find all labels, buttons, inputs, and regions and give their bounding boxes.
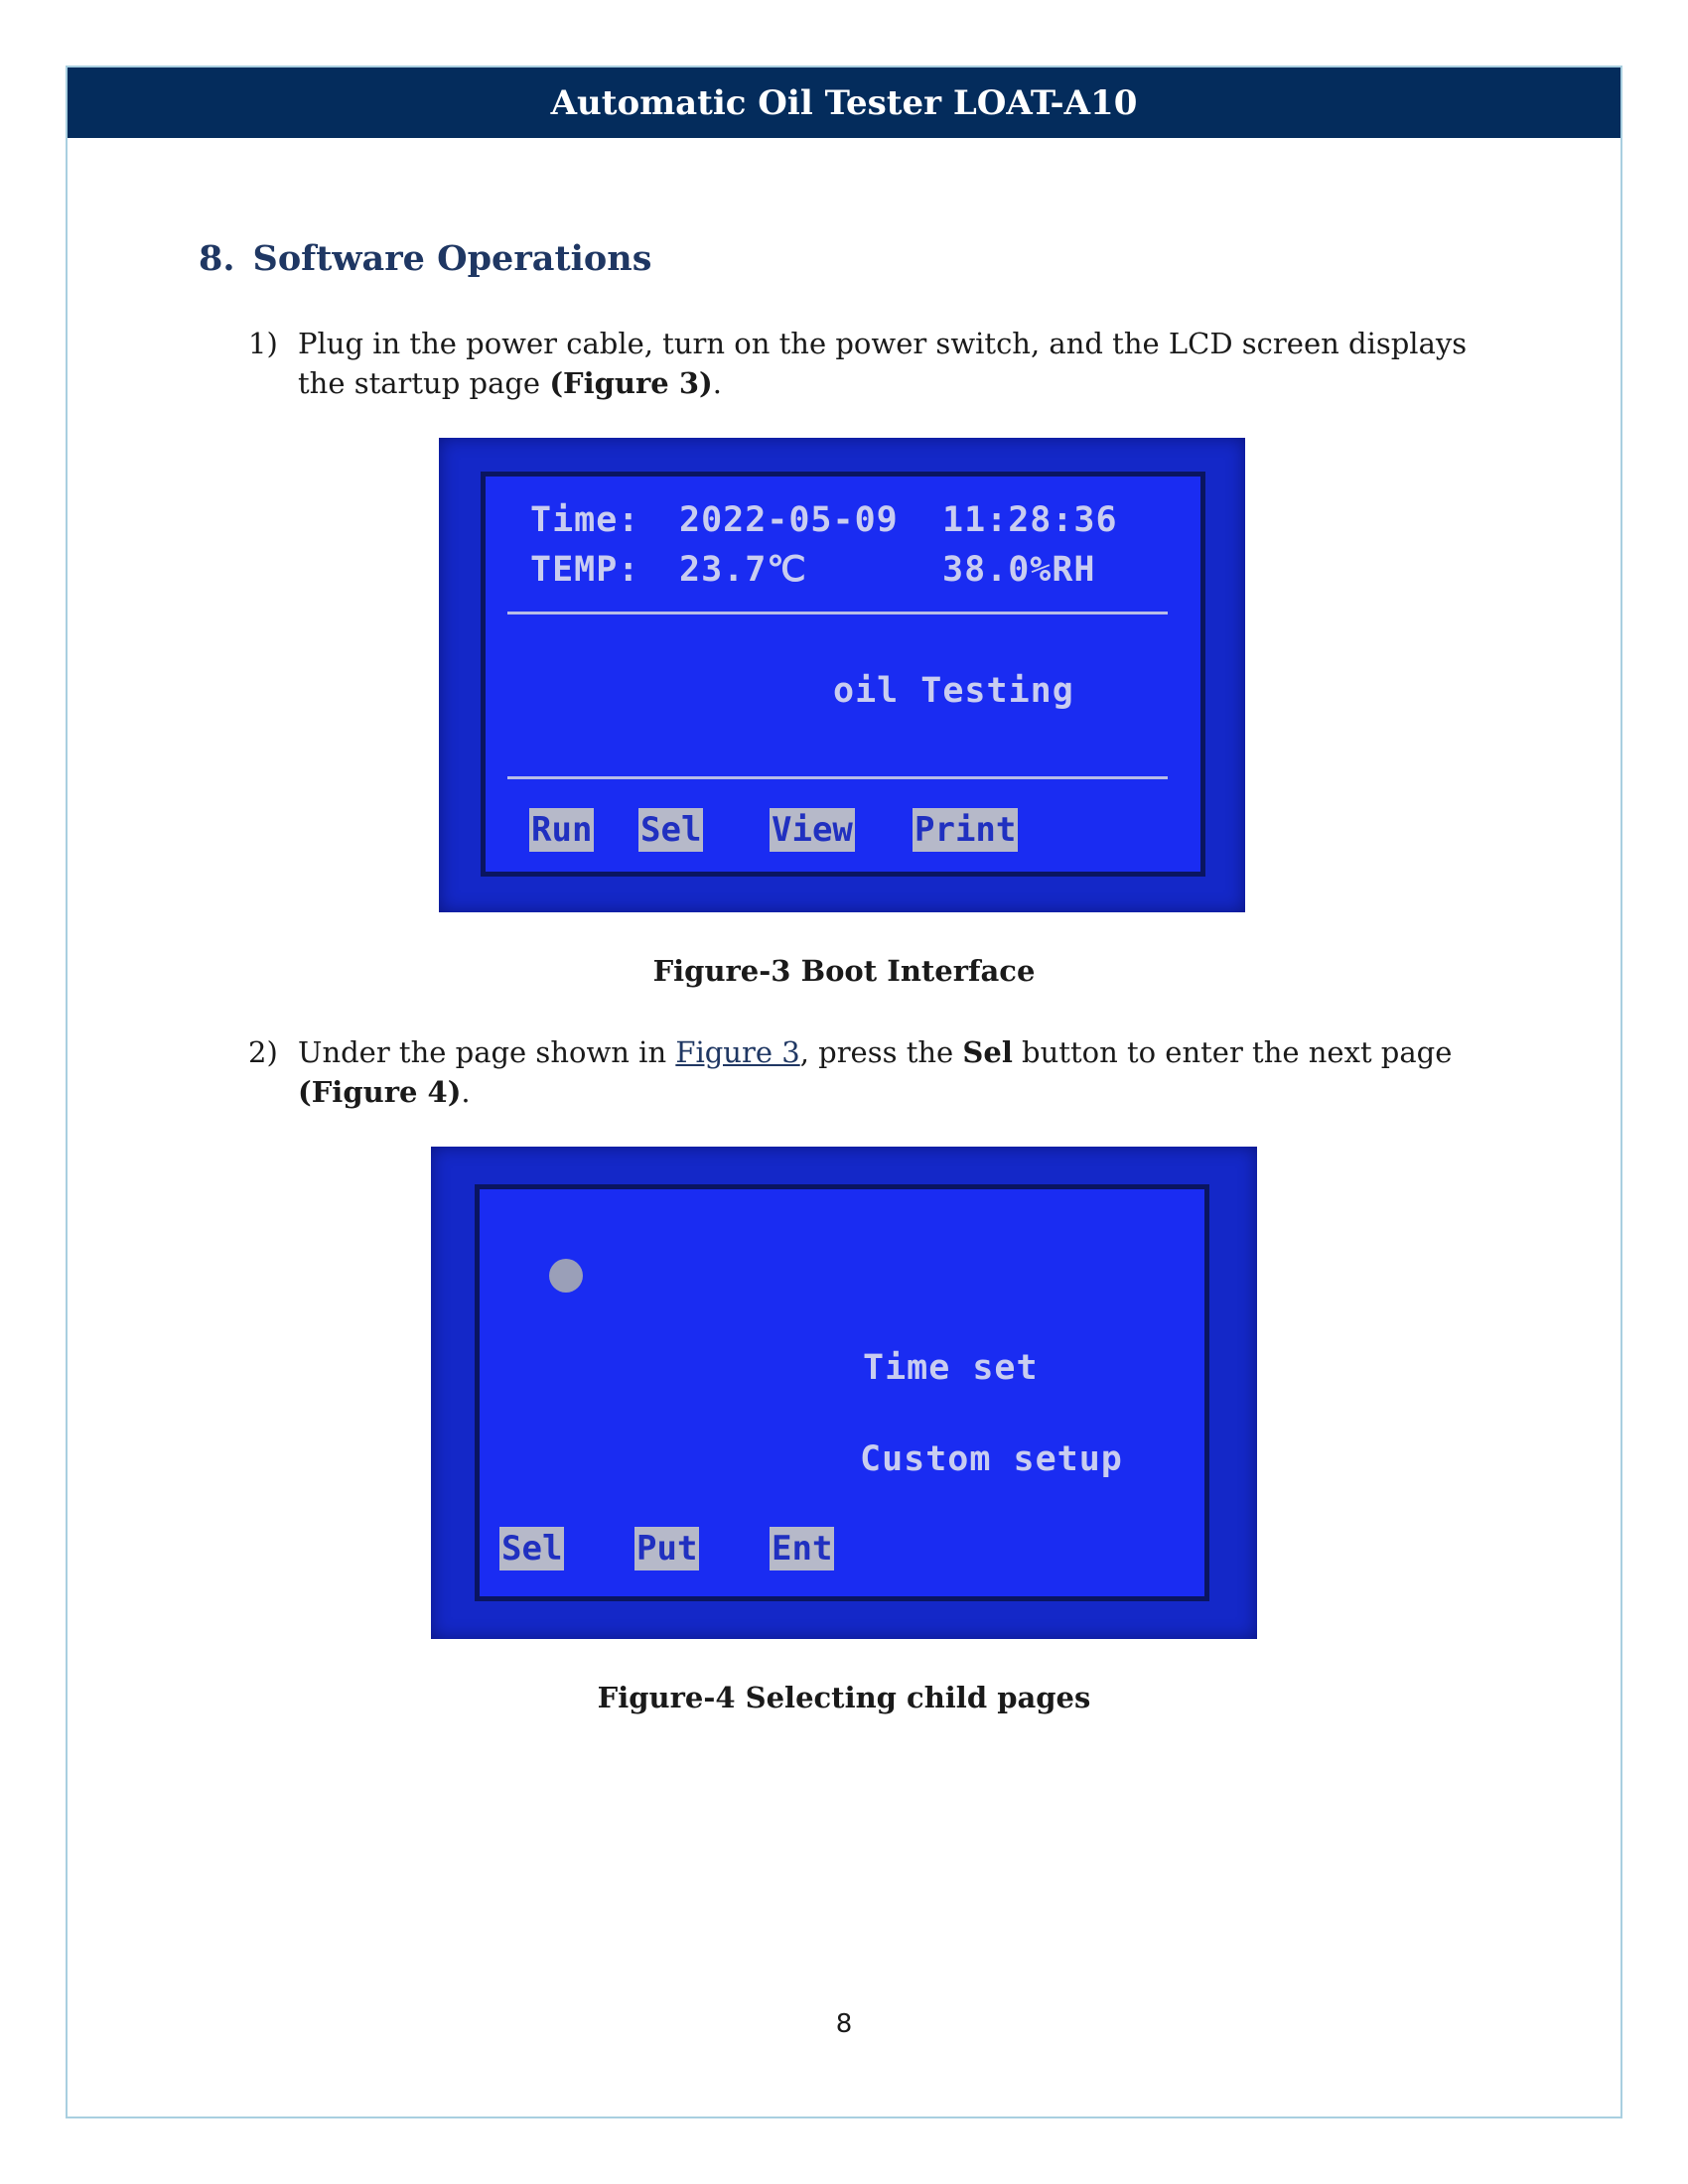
- sel-button: Sel: [501, 1529, 563, 1569]
- figure-4-photo: [431, 1147, 1257, 1639]
- temp-value: 23.7℃: [679, 550, 807, 590]
- step-number: 2): [248, 1035, 278, 1069]
- date-value: 2022-05-09: [679, 500, 899, 540]
- step-number: 1): [248, 327, 278, 360]
- step-text-part: .: [712, 366, 722, 400]
- step-text-part: .: [461, 1075, 471, 1109]
- step-text-part: Plug in the power cable, turn on the power switch, and the LCD screen displays the startup page: [298, 327, 1468, 400]
- section-title: Software Operations: [252, 238, 652, 279]
- divider: [507, 612, 1168, 614]
- figure-reference: (Figure 4): [298, 1075, 462, 1109]
- print-button: Print: [914, 810, 1017, 850]
- view-button: View: [772, 810, 853, 850]
- ent-button: Ent: [772, 1529, 833, 1569]
- step-text-part: , press the: [799, 1035, 963, 1069]
- lcd-screen: [475, 1184, 1209, 1601]
- document-header: [68, 68, 1620, 138]
- header-title: Automatic Oil Tester LOAT-A10: [550, 82, 1138, 123]
- status-text: oil Testing: [833, 671, 1074, 711]
- lcd-screen: [481, 472, 1205, 877]
- menu-item-time-set: Time set: [863, 1348, 1039, 1388]
- time-value: 11:28:36: [942, 500, 1118, 540]
- figure-3-link[interactable]: Figure 3: [675, 1035, 800, 1069]
- put-button: Put: [636, 1529, 698, 1569]
- section-heading: [199, 238, 651, 279]
- section-number: 8.: [199, 238, 235, 279]
- figure-4-caption: Figure-4 Selecting child pages: [597, 1681, 1091, 1714]
- step-text: [298, 1032, 1499, 1112]
- run-button: Run: [531, 810, 593, 850]
- step-2: [248, 1032, 1499, 1112]
- figure-3-caption: Figure-3 Boot Interface: [652, 954, 1036, 988]
- page-number: 8: [835, 2009, 853, 2039]
- temp-label: TEMP:: [530, 550, 640, 590]
- step-1: [248, 324, 1499, 403]
- step-text: [298, 324, 1499, 403]
- time-label: Time:: [530, 500, 640, 540]
- sel-keyword: Sel: [962, 1035, 1013, 1069]
- cursor-dot-icon: [549, 1259, 583, 1293]
- divider: [507, 776, 1168, 779]
- step-text-part: Under the page shown in: [298, 1035, 676, 1069]
- figure-reference: (Figure 3): [549, 366, 713, 400]
- menu-item-custom-setup: Custom setup: [860, 1439, 1123, 1479]
- sel-button: Sel: [640, 810, 702, 850]
- figure-3-photo: [439, 438, 1245, 912]
- humidity-value: 38.0%RH: [942, 550, 1096, 590]
- step-text-part: button to enter the next page: [1012, 1035, 1453, 1069]
